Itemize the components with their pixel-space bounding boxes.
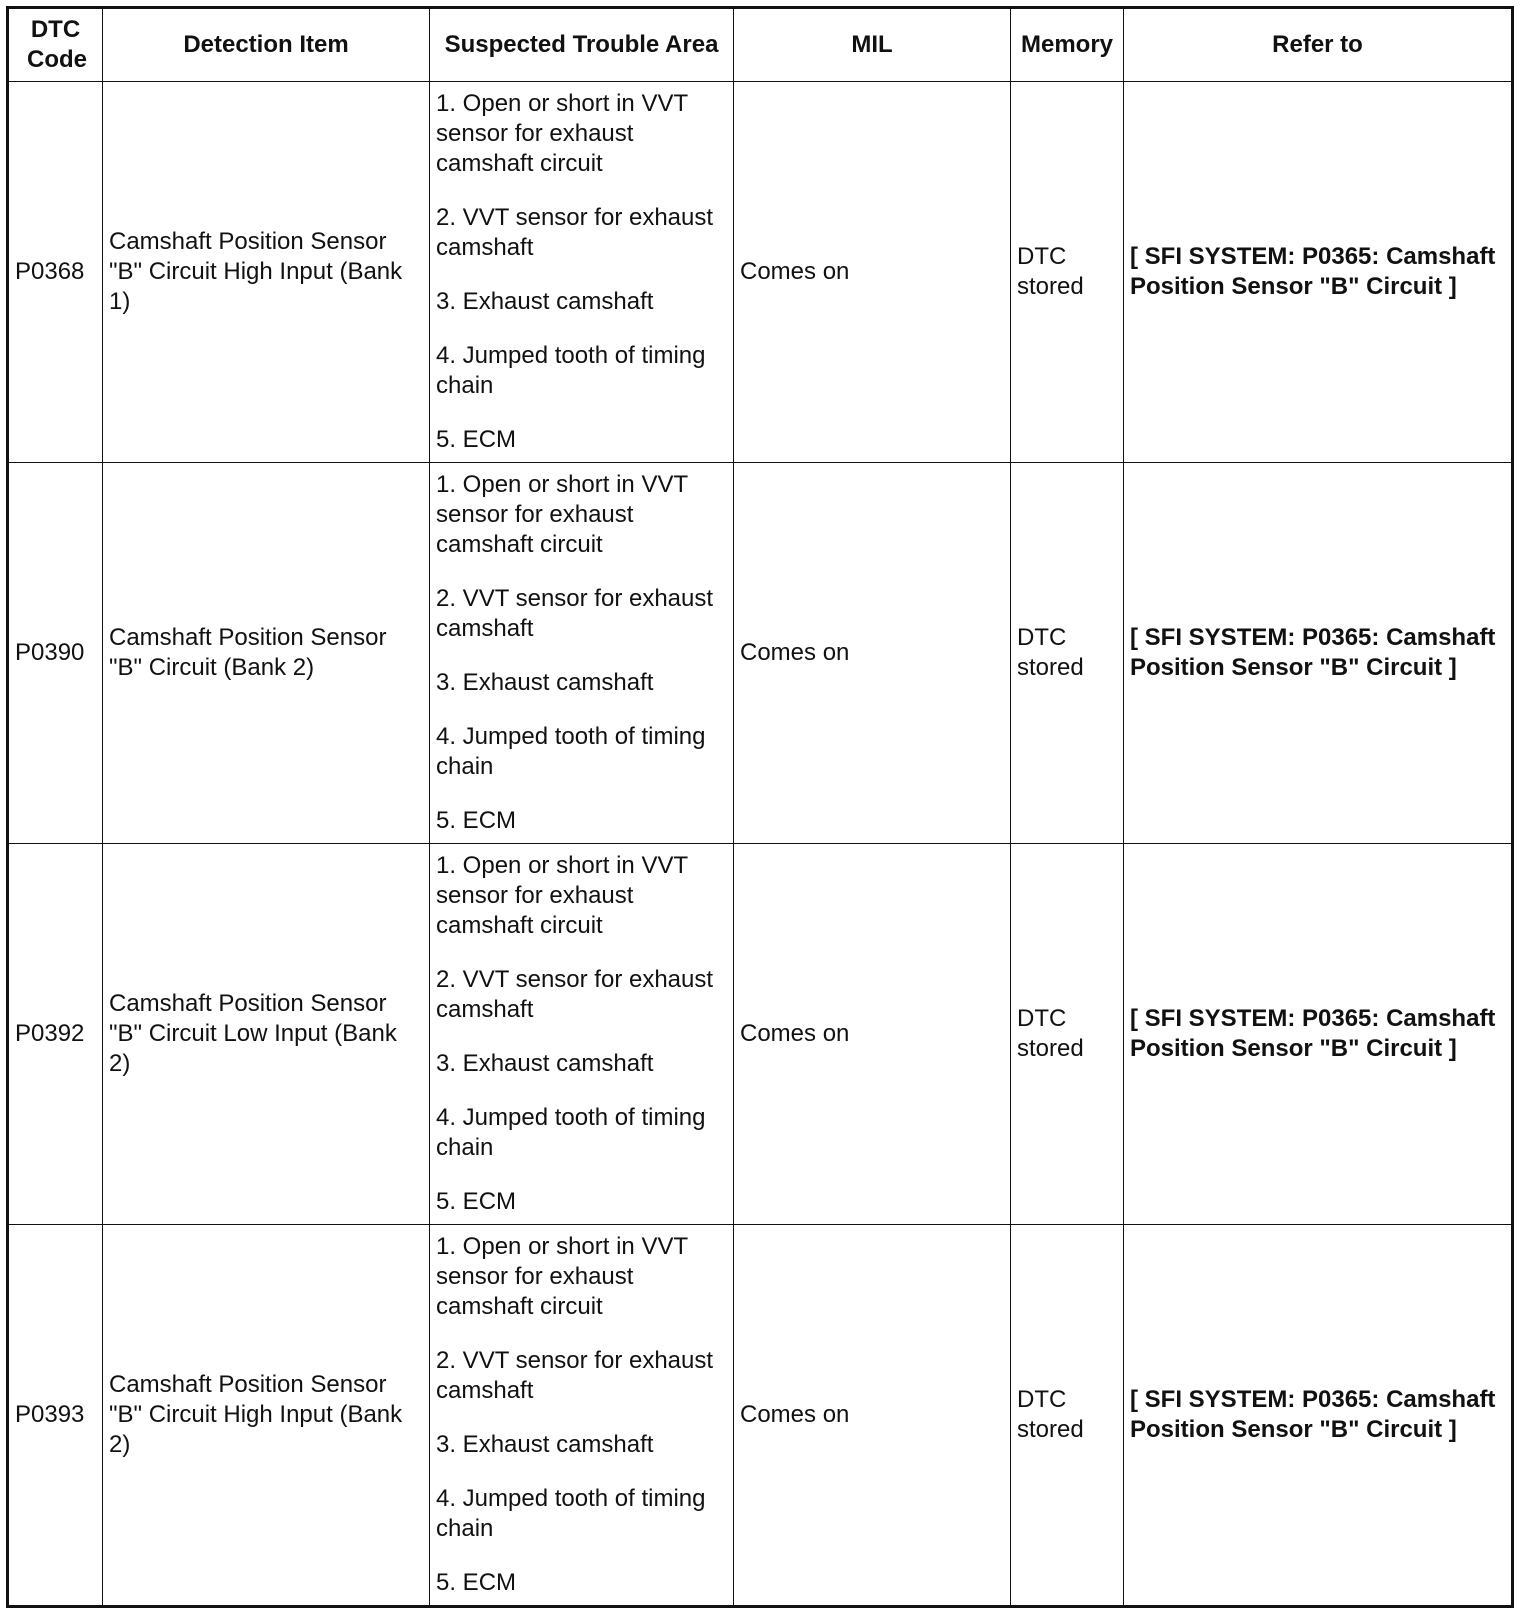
- table-body: [8, 82, 1513, 1607]
- dtc-code-cell: P0368: [8, 82, 103, 463]
- trouble-item: 4. Jumped tooth of timing chain: [436, 1484, 706, 1542]
- dtc-code-cell: P0392: [8, 843, 103, 1224]
- header-detection-item: Detection Item: [103, 8, 430, 82]
- refer-to-link[interactable]: [ SFI SYSTEM: P0365: Camshaft Position Sensor "B" Circuit ]: [1124, 462, 1513, 843]
- header-suspected-trouble-area: Suspected Trouble Area: [430, 8, 734, 82]
- suspected-trouble-area-cell: [430, 1224, 734, 1606]
- trouble-item: 2. VVT sensor for exhaust camshaft: [436, 965, 714, 1023]
- refer-to-link[interactable]: [ SFI SYSTEM: P0365: Camshaft Position Sensor "B" Circuit ]: [1124, 1224, 1513, 1606]
- detection-item-cell: Camshaft Position Sensor "B" Circuit (Bank 2): [103, 462, 430, 843]
- memory-cell: DTC stored: [1011, 82, 1124, 463]
- table-row: [8, 1224, 1513, 1606]
- trouble-item: 4. Jumped tooth of timing chain: [436, 341, 706, 399]
- header-dtc-code: DTC Code: [8, 8, 103, 82]
- memory-cell: DTC stored: [1011, 462, 1124, 843]
- trouble-item: 2. VVT sensor for exhaust camshaft: [436, 1346, 714, 1404]
- refer-to-link[interactable]: [ SFI SYSTEM: P0365: Camshaft Position Sensor "B" Circuit ]: [1124, 82, 1513, 463]
- detection-item-cell: Camshaft Position Sensor "B" Circuit Low Input (Bank 2): [103, 843, 430, 1224]
- trouble-item: 3. Exhaust camshaft: [436, 287, 654, 315]
- trouble-item: 4. Jumped tooth of timing chain: [436, 722, 706, 780]
- trouble-item: 5. ECM: [436, 1568, 517, 1596]
- trouble-item: 5. ECM: [436, 806, 517, 834]
- dtc-code-cell: P0393: [8, 1224, 103, 1606]
- mil-cell: Comes on: [734, 843, 1011, 1224]
- table-row: [8, 843, 1513, 1224]
- trouble-item: 1. Open or short in VVT sensor for exhaust camshaft circuit: [436, 1232, 688, 1320]
- trouble-item: 1. Open or short in VVT sensor for exhaust camshaft circuit: [436, 851, 688, 939]
- detection-item-cell: Camshaft Position Sensor "B" Circuit High Input (Bank 2): [103, 1224, 430, 1606]
- suspected-trouble-area-cell: [430, 843, 734, 1224]
- header-memory: Memory: [1011, 8, 1124, 82]
- suspected-trouble-area-cell: [430, 462, 734, 843]
- header-mil: MIL: [734, 8, 1011, 82]
- trouble-item: 3. Exhaust camshaft: [436, 1049, 654, 1077]
- trouble-item: 4. Jumped tooth of timing chain: [436, 1103, 706, 1161]
- dtc-table: [6, 6, 1514, 1608]
- trouble-item: 3. Exhaust camshaft: [436, 668, 654, 696]
- suspected-trouble-area-cell: [430, 82, 734, 463]
- trouble-item: 5. ECM: [436, 1187, 517, 1215]
- header-refer-to: Refer to: [1124, 8, 1513, 82]
- refer-to-link[interactable]: [ SFI SYSTEM: P0365: Camshaft Position Sensor "B" Circuit ]: [1124, 843, 1513, 1224]
- mil-cell: Comes on: [734, 1224, 1011, 1606]
- table-row: [8, 82, 1513, 463]
- memory-cell: DTC stored: [1011, 1224, 1124, 1606]
- header-row: [8, 8, 1513, 82]
- memory-cell: DTC stored: [1011, 843, 1124, 1224]
- trouble-item: 2. VVT sensor for exhaust camshaft: [436, 584, 714, 642]
- dtc-code-cell: P0390: [8, 462, 103, 843]
- trouble-item: 1. Open or short in VVT sensor for exhaust camshaft circuit: [436, 89, 688, 177]
- mil-cell: Comes on: [734, 462, 1011, 843]
- mil-cell: Comes on: [734, 82, 1011, 463]
- trouble-item: 1. Open or short in VVT sensor for exhaust camshaft circuit: [436, 470, 688, 558]
- detection-item-cell: Camshaft Position Sensor "B" Circuit High Input (Bank 1): [103, 82, 430, 463]
- trouble-item: 5. ECM: [436, 425, 517, 453]
- table-row: [8, 462, 1513, 843]
- trouble-item: 3. Exhaust camshaft: [436, 1430, 654, 1458]
- trouble-item: 2. VVT sensor for exhaust camshaft: [436, 203, 714, 261]
